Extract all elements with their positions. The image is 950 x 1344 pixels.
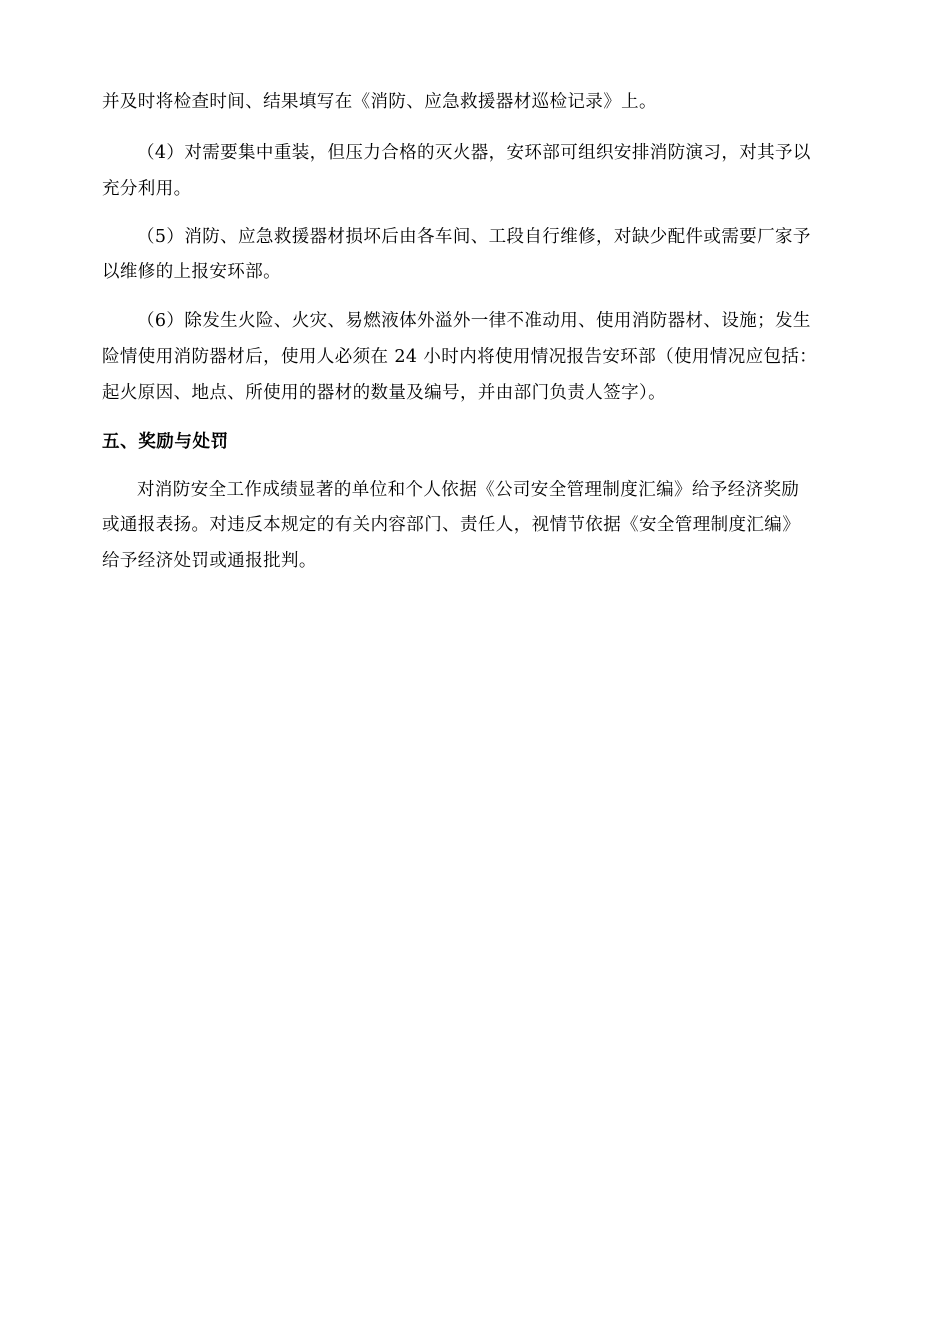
section-heading: 五、奖励与处罚 — [102, 432, 229, 452]
item-5-line-1: （5）消防、应急救援器材损坏后由各车间、工段自行维修，对缺少配件或需要厂家予 — [137, 227, 811, 247]
item-6-line-1: （6）除发生火险、火灾、易燃液体外溢外一律不准动用、使用消防器材、设施；发生 — [137, 311, 811, 331]
item-4-line-1: （4）对需要集中重装，但压力合格的灭火器，安环部可组织安排消防演习，对其予以 — [137, 143, 811, 163]
section-5-line-1: 对消防安全工作成绩显著的单位和个人依据《公司安全管理制度汇编》给予经济奖励 — [137, 480, 800, 500]
item-6-line-3: 起火原因、地点、所使用的器材的数量及编号，并由部门负责人签字）。 — [102, 383, 667, 403]
section-5-line-2: 或通报表扬。对违反本规定的有关内容部门、责任人，视情节依据《安全管理制度汇编》 — [102, 515, 801, 535]
item-4-line-2: 充分利用。 — [102, 179, 192, 199]
paragraph-line: 并及时将检查时间、结果填写在《消防、应急救援器材巡检记录》上。 — [102, 92, 657, 112]
item-5-line-2: 以维修的上报安环部。 — [102, 262, 281, 282]
section-5-line-3: 给予经济处罚或通报批判。 — [102, 551, 317, 571]
item-6-line-2: 险情使用消防器材后，使用人必须在 24 小时内将使用情况报告安环部（使用情况应包括： — [102, 347, 818, 367]
